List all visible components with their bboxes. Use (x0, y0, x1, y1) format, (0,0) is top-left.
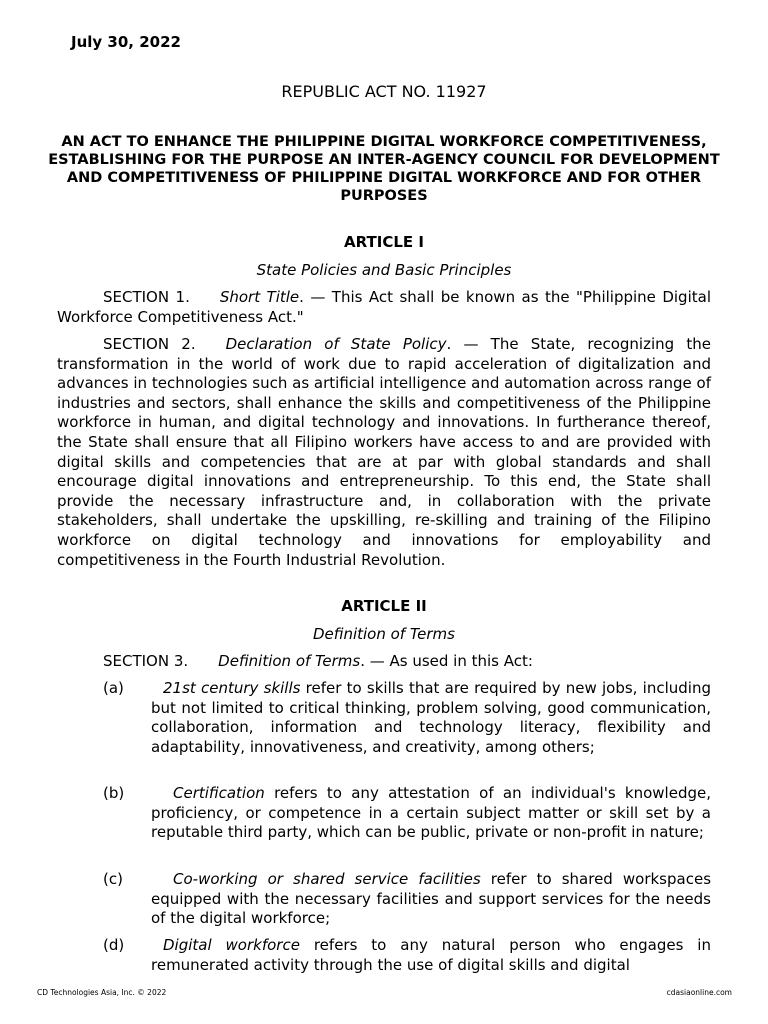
definition-letter: (b) (103, 784, 125, 802)
article-2-heading: ARTICLE II (341, 597, 427, 615)
definition-text: refers to any attestation of an individual's knowledge, proficiency, or competence in a certain subject matter or skill set by a reputable third party, which can be public, private or non-profit in nature; (151, 784, 711, 842)
section-1-paragraph (57, 288, 711, 327)
definition-text: refers to any natural person who engages in remunerated activity through the use of digital skills and digital (151, 936, 711, 974)
definition-term: Certification (173, 784, 265, 802)
document-date: July 30, 2022 (71, 33, 181, 51)
section-3-text: . — As used in this Act: (360, 652, 533, 670)
definition-item (103, 936, 711, 975)
section-3-label: SECTION 3. (103, 652, 189, 670)
definition-item (103, 784, 711, 843)
section-1-label: SECTION 1. (103, 288, 190, 306)
article-2-subheading: Definition of Terms (312, 625, 455, 643)
article-1-subheading: State Policies and Basic Principles (256, 261, 512, 279)
section-1-text: . — This Act shall be known as the "Philippine Digital Workforce Competitiveness Act." (57, 288, 711, 326)
definition-text: refer to skills that are required by new jobs, including but not limited to critical thinking, problem solving, good communication, collaboration, information and technology literacy, flexibility and adaptability, innovativeness, and creativity, among others; (151, 679, 711, 756)
section-2-label: SECTION 2. (103, 335, 196, 353)
definition-term: Digital workforce (163, 936, 300, 954)
section-2-paragraph (57, 335, 711, 570)
definition-text: refer to shared workspaces equipped with the necessary facilities and support services for the needs of the digital workforce; (151, 870, 712, 928)
section-2-text: . — The State, recognizing the transformation in the world of work due to rapid acceleration of digitalization and advances in technologies such as artificial intelligence and automation across range of industries and sectors, shall enhance the skills and competitiveness of the Philippine workforce in human, and digital technology and innovations. In furtherance thereof, the State shall ensure that all Filipino workers have access to and are provided with digital skills and competencies that are at par with global standards and shall encourage digital innovations and entrepreneurship. To this end, the State shall provide the necessary infrastructure and, in collaboration with the private stakeholders, shall undertake the upskilling, re-skilling and training of the Filipino workforce on digital technology and innovations for employability and competitiveness in the Fourth Industrial Revolution. (57, 335, 711, 569)
definition-term: 21st century skills (163, 679, 301, 697)
definition-letter: (a) (103, 679, 124, 697)
footer-copyright: CD Technologies Asia, Inc. © 2022 (37, 988, 167, 997)
footer-website: cdasiaonline.com (666, 988, 732, 997)
article-1-heading: ARTICLE I (344, 233, 424, 251)
section-3-title: Definition of Terms (218, 652, 361, 670)
section-1-title: Short Title (219, 288, 300, 306)
definition-letter: (c) (103, 870, 123, 888)
section-2-title: Declaration of State Policy (225, 335, 447, 353)
definition-item (103, 679, 711, 757)
act-title: AN ACT TO ENHANCE THE PHILIPPINE DIGITAL WORKFORCE COMPETITIVENESS, ESTABLISHING FOR THE PURPOSE AN INTER-AGENCY COUNCIL FOR DEVELOPMENT AND COMPETITIVENESS OF PHILIPPINE DIGITAL WORKFORCE AND FOR OTHER PURPOSES (48, 134, 720, 204)
definition-item (103, 870, 711, 929)
definition-letter: (d) (103, 936, 125, 954)
definition-term: Co-working or shared service facilities (173, 870, 481, 888)
act-number: REPUBLIC ACT NO. 11927 (281, 82, 487, 101)
section-3-paragraph (57, 652, 711, 672)
